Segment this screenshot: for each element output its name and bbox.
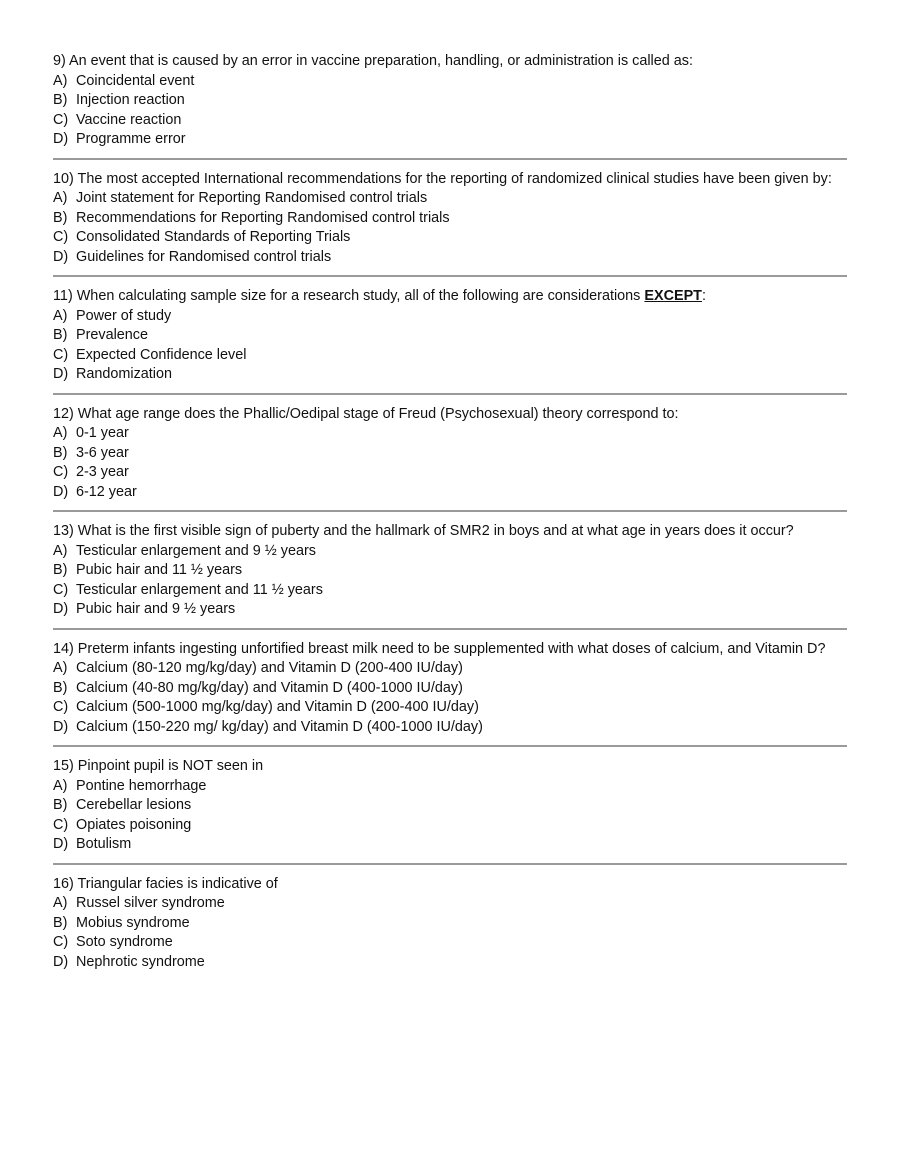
option-text: Programme error bbox=[76, 131, 186, 147]
option-c bbox=[53, 933, 847, 953]
option-text: Botulism bbox=[76, 836, 132, 852]
option-d bbox=[53, 248, 847, 268]
option-d bbox=[53, 365, 847, 385]
question-10 bbox=[53, 170, 847, 278]
option-letter: D) bbox=[53, 366, 69, 382]
option-letter: D) bbox=[53, 131, 69, 147]
option-letter: D) bbox=[53, 836, 69, 852]
option-d bbox=[53, 718, 847, 738]
option-b bbox=[53, 326, 847, 346]
option-text: Cerebellar lesions bbox=[76, 797, 192, 813]
option-a bbox=[53, 777, 847, 797]
option-b bbox=[53, 209, 847, 229]
question-9 bbox=[53, 52, 847, 160]
option-text: Calcium (80-120 mg/kg/day) and Vitamin D (200-400 IU/day) bbox=[76, 660, 463, 676]
option-letter: A) bbox=[53, 542, 68, 559]
question-11 bbox=[53, 287, 847, 395]
option-text: Joint statement for Reporting Randomised control trials bbox=[76, 190, 428, 206]
option-a bbox=[53, 424, 847, 444]
option-text: 0-1 year bbox=[76, 425, 129, 441]
question-page bbox=[53, 52, 847, 990]
option-text: Pontine hemorrhage bbox=[76, 777, 207, 794]
option-letter: C) bbox=[53, 581, 69, 598]
option-letter: B) bbox=[53, 797, 68, 813]
option-letter: B) bbox=[53, 562, 68, 578]
option-text: 2-3 year bbox=[76, 464, 129, 480]
option-letter: A) bbox=[53, 777, 68, 794]
option-a bbox=[53, 189, 847, 209]
option-letter: A) bbox=[53, 190, 68, 206]
option-b bbox=[53, 914, 847, 934]
question-stem: 14) Preterm infants ingesting unfortified breast milk need to be supplemented with what doses of calcium, and Vitamin D? bbox=[53, 640, 826, 657]
option-letter: C) bbox=[53, 934, 69, 950]
option-b bbox=[53, 561, 847, 581]
option-text: Testicular enlargement and 9 ½ years bbox=[76, 542, 316, 559]
option-text: Pubic hair and 9 ½ years bbox=[76, 601, 236, 617]
option-text: Recommendations for Reporting Randomised control trials bbox=[76, 209, 450, 226]
option-c bbox=[53, 698, 847, 718]
option-letter: B) bbox=[53, 914, 68, 931]
option-c bbox=[53, 463, 847, 483]
question-stem: 10) The most accepted International recommendations for the reporting of randomized clinical studies have been given by: bbox=[53, 170, 832, 187]
question-16 bbox=[53, 875, 847, 981]
option-letter: D) bbox=[53, 718, 69, 735]
option-b bbox=[53, 679, 847, 699]
option-letter: B) bbox=[53, 444, 68, 461]
option-text: Consolidated Standards of Reporting Trials bbox=[76, 229, 351, 245]
option-letter: C) bbox=[53, 229, 69, 245]
question-13 bbox=[53, 522, 847, 630]
option-letter: C) bbox=[53, 699, 69, 715]
option-b bbox=[53, 91, 847, 111]
option-a bbox=[53, 894, 847, 914]
stem-emphasis: EXCEPT bbox=[644, 288, 702, 304]
option-text: Pubic hair and 11 ½ years bbox=[76, 562, 243, 578]
option-text: Calcium (40-80 mg/kg/day) and Vitamin D (400-1000 IU/day) bbox=[76, 679, 463, 696]
option-letter: A) bbox=[53, 660, 68, 676]
option-letter: B) bbox=[53, 679, 68, 696]
option-b bbox=[53, 796, 847, 816]
option-letter: D) bbox=[53, 953, 69, 970]
question-stem: 9) An event that is caused by an error in vaccine preparation, handling, or administration is called as: bbox=[53, 53, 693, 69]
option-text: Calcium (150-220 mg/ kg/day) and Vitamin D (400-1000 IU/day) bbox=[76, 718, 483, 735]
option-letter: D) bbox=[53, 483, 69, 500]
option-text: Randomization bbox=[76, 366, 172, 382]
option-c bbox=[53, 346, 847, 366]
option-a bbox=[53, 659, 847, 679]
option-letter: C) bbox=[53, 346, 69, 363]
option-d bbox=[53, 835, 847, 855]
option-d bbox=[53, 130, 847, 150]
question-12 bbox=[53, 405, 847, 513]
option-text: Injection reaction bbox=[76, 92, 185, 108]
stem-text-end: : bbox=[701, 288, 706, 304]
option-a bbox=[53, 542, 847, 562]
option-text: 3-6 year bbox=[76, 444, 129, 461]
option-letter: A) bbox=[53, 895, 68, 911]
option-text: Testicular enlargement and 11 ½ years bbox=[76, 581, 323, 598]
option-a bbox=[53, 72, 847, 92]
option-c bbox=[53, 111, 847, 131]
option-text: Expected Confidence level bbox=[76, 346, 247, 363]
option-b bbox=[53, 444, 847, 464]
option-text: Opiates poisoning bbox=[76, 816, 192, 833]
option-text: Guidelines for Randomised control trials bbox=[76, 248, 332, 265]
option-text: Prevalence bbox=[76, 327, 148, 343]
option-letter: B) bbox=[53, 327, 68, 343]
question-15 bbox=[53, 757, 847, 865]
question-stem bbox=[53, 287, 847, 307]
question-stem: 16) Triangular facies is indicative of bbox=[53, 875, 278, 892]
question-stem: 13) What is the first visible sign of puberty and the hallmark of SMR2 in boys and at what age in years does it occur? bbox=[53, 523, 794, 539]
option-text: Calcium (500-1000 mg/kg/day) and Vitamin D (200-400 IU/day) bbox=[76, 699, 479, 715]
question-stem: 12) What age range does the Phallic/Oedipal stage of Freud (Psychosexual) theory correspond to: bbox=[53, 405, 679, 422]
question-14 bbox=[53, 640, 847, 748]
option-letter: D) bbox=[53, 248, 69, 265]
option-letter: C) bbox=[53, 816, 69, 833]
option-letter: A) bbox=[53, 72, 68, 89]
question-stem: 15) Pinpoint pupil is NOT seen in bbox=[53, 758, 264, 774]
option-letter: A) bbox=[53, 425, 68, 441]
stem-text: 11) When calculating sample size for a research study, all of the following are considerations bbox=[53, 288, 645, 304]
option-letter: B) bbox=[53, 209, 68, 226]
option-d bbox=[53, 600, 847, 620]
option-c bbox=[53, 816, 847, 836]
option-text: Power of study bbox=[76, 307, 172, 324]
option-text: Coincidental event bbox=[76, 72, 195, 89]
option-c bbox=[53, 581, 847, 601]
option-c bbox=[53, 228, 847, 248]
option-text: 6-12 year bbox=[76, 483, 137, 500]
option-letter: D) bbox=[53, 601, 69, 617]
option-text: Russel silver syndrome bbox=[76, 895, 225, 911]
option-text: Vaccine reaction bbox=[76, 111, 182, 128]
option-letter: A) bbox=[53, 307, 68, 324]
option-d bbox=[53, 953, 847, 973]
option-letter: B) bbox=[53, 92, 68, 108]
option-text: Soto syndrome bbox=[76, 934, 173, 950]
option-d bbox=[53, 483, 847, 503]
option-text: Nephrotic syndrome bbox=[76, 953, 205, 970]
option-a bbox=[53, 307, 847, 327]
option-letter: C) bbox=[53, 111, 69, 128]
option-text: Mobius syndrome bbox=[76, 914, 190, 931]
option-letter: C) bbox=[53, 464, 69, 480]
